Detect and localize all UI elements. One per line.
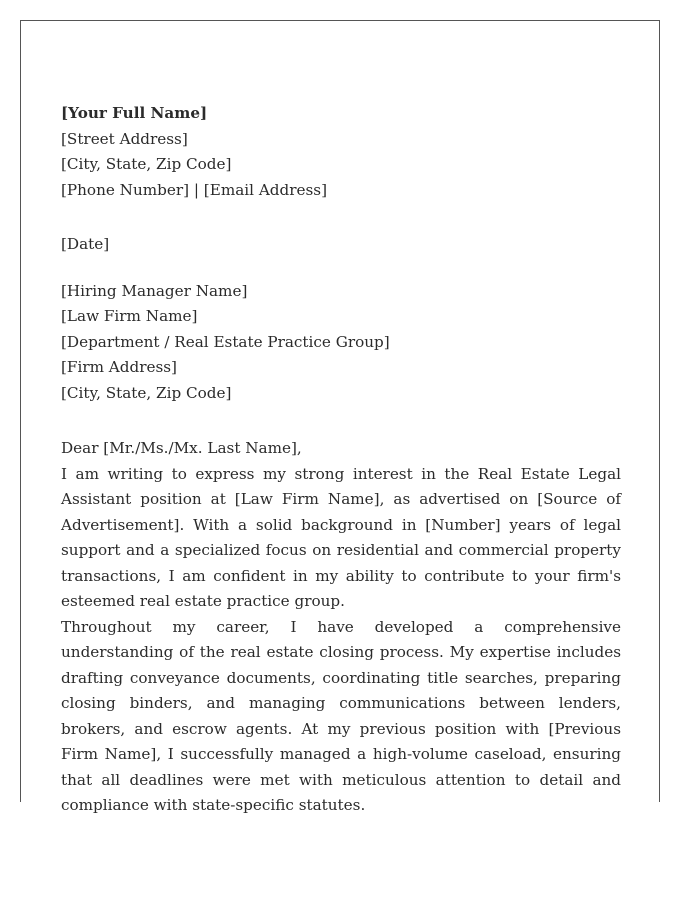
recipient-firm: [Law Firm Name]: [61, 307, 198, 325]
letter-content: [61, 101, 621, 819]
date-block: [61, 232, 621, 258]
salutation: Dear [Mr./Ms./Mx. Last Name],: [61, 439, 302, 457]
letter-date: [Date]: [61, 235, 110, 253]
sender-name: [Your Full Name]: [61, 104, 208, 122]
sender-city-state-zip: [City, State, Zip Code]: [61, 155, 232, 173]
salutation-block: [61, 436, 621, 462]
sender-street: [Street Address]: [61, 129, 188, 148]
sender-block: [61, 101, 621, 203]
recipient-city-state-zip: [City, State, Zip Code]: [61, 383, 232, 402]
recipient-department: [Department / Real Estate Practice Group]: [61, 332, 390, 351]
recipient-address: [Firm Address]: [61, 358, 177, 376]
body-paragraph: Throughout my career, I have developed a comprehensive understanding of the real estate closing process. My expertise includes drafting conveyance documents, coordinating title searches, preparing closing binders, and managing communications between lenders, brokers, and escrow agents. At my previous position with [Previous Firm Name], I successfully managed a high-volume caseload, ensuring that all deadlines were met with meticulous attention to detail and compliance with state-specific statutes.: [61, 617, 621, 814]
sender-contact: [Phone Number] | [Email Address]: [61, 180, 327, 199]
recipient-block: [61, 279, 621, 407]
letter-page: [20, 20, 660, 814]
recipient-manager: [Hiring Manager Name]: [61, 281, 248, 300]
body-paragraph: I am writing to express my strong interest in the Real Estate Legal Assistant position at [Law Firm Name], as advertised on [Source of Advertisement]. With a solid background in [Number] years of legal support and a specialized focus on residential and commercial property transactions, I am confident in my ability to contribute to your firm's esteemed real estate practice group.: [61, 464, 621, 610]
